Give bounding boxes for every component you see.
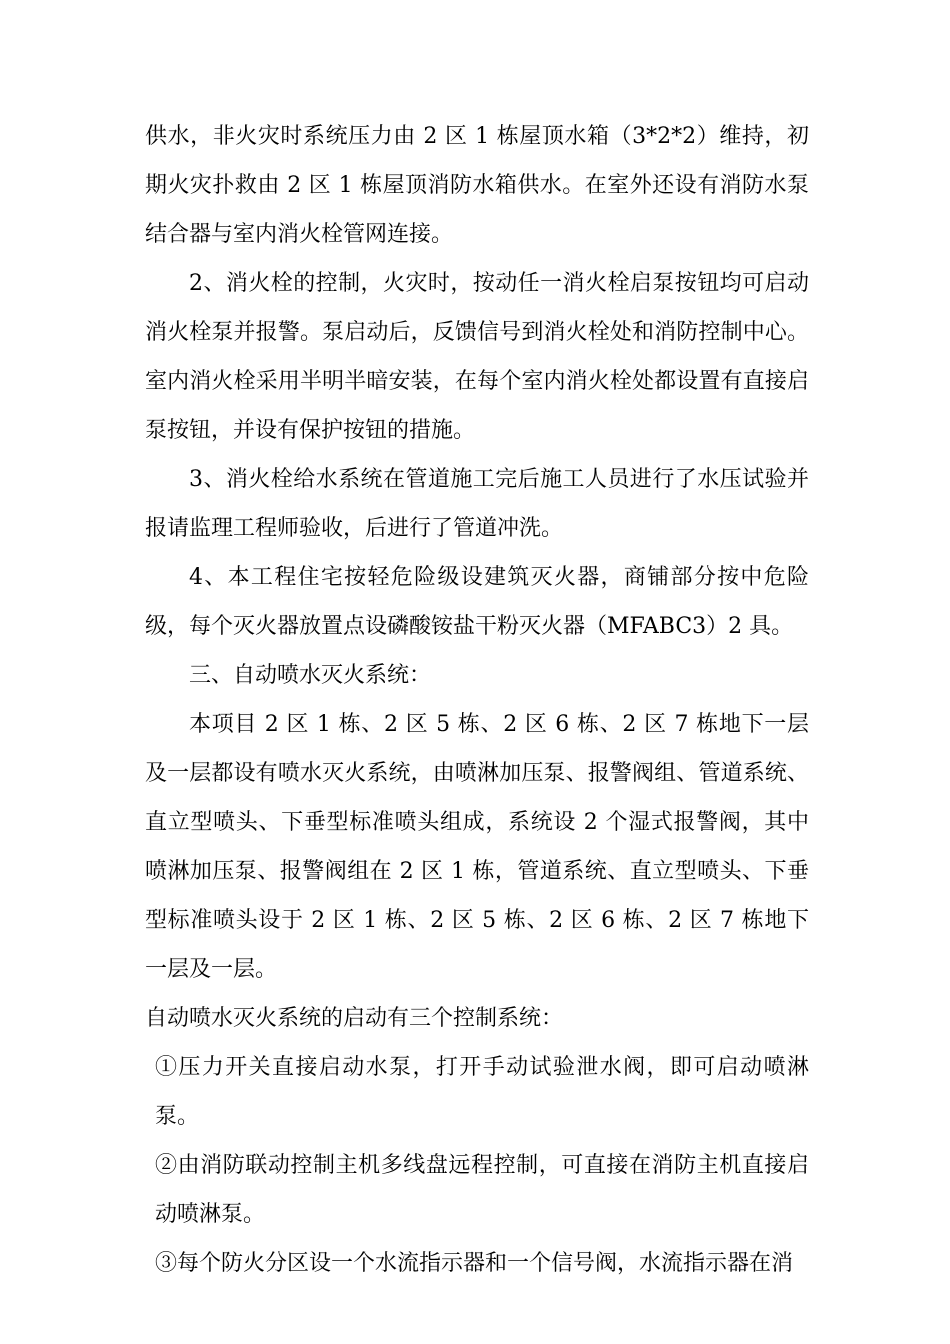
document-body — [145, 112, 809, 1288]
paragraph-hydrant-pressure-test: 3、消火栓给水系统在管道施工完后施工人员进行了水压试验并报请监理工程师验收，后进行了管道冲洗。 — [145, 467, 809, 541]
paragraph-water-supply-continued: 供水，非火灾时系统压力由 2 区 1 栋屋顶水箱（3*2*2）维持，初期火灾扑救由 2 区 1 栋屋顶消防水箱供水。在室外还设有消防水泵结合器与室内消火栓管网连接。 — [145, 124, 809, 247]
paragraph-sprinkler-control-intro: 自动喷水灭火系统的启动有三个控制系统： — [145, 1006, 564, 1031]
list-item-remote-control: ②由消防联动控制主机多线盘远程控制，可直接在消防主机直接启动喷淋泵。 — [155, 1153, 809, 1227]
list-item-water-flow-indicator: ③每个防火分区设一个水流指示器和一个信号阀，水流指示器在消 — [155, 1251, 794, 1276]
paragraph-hydrant-control: 2、消火栓的控制，火灾时，按动任一消火栓启泵按钮均可启动消火栓泵并报警。泵启动后，反馈信号到消火栓处和消防控制中心。室内消火栓采用半明半暗安装，在每个室内消火栓处都设置有直接启泵按钮，并设有保护按钮的措施。 — [145, 271, 809, 443]
paragraph-sprinkler-description: 本项目 2 区 1 栋、2 区 5 栋、2 区 6 栋、2 区 7 栋地下一层及一层都设有喷水灭火系统，由喷淋加压泵、报警阀组、管道系统、直立型喷头、下垂型标准喷头组成，系统设 2 个湿式报警阀，其中喷淋加压泵、报警阀组在 2 区 1 栋，管道系统、直立型喷头、下垂型标准喷头设于 2 区 1 栋、2 区 5 栋、2 区 6 栋、2 区 7 栋地下一层及一层。 — [145, 712, 809, 982]
list-item-pressure-switch: ①压力开关直接启动水泵，打开手动试验泄水阀，即可启动喷淋泵。 — [155, 1055, 809, 1129]
paragraph-fire-extinguishers: 4、本工程住宅按轻危险级设建筑灭火器，商铺部分按中危险级，每个灭火器放置点设磷酸铵盐干粉灭火器（MFABC3）2 具。 — [145, 565, 809, 639]
section-heading-sprinkler-system: 三、自动喷水灭火系统： — [189, 663, 432, 688]
